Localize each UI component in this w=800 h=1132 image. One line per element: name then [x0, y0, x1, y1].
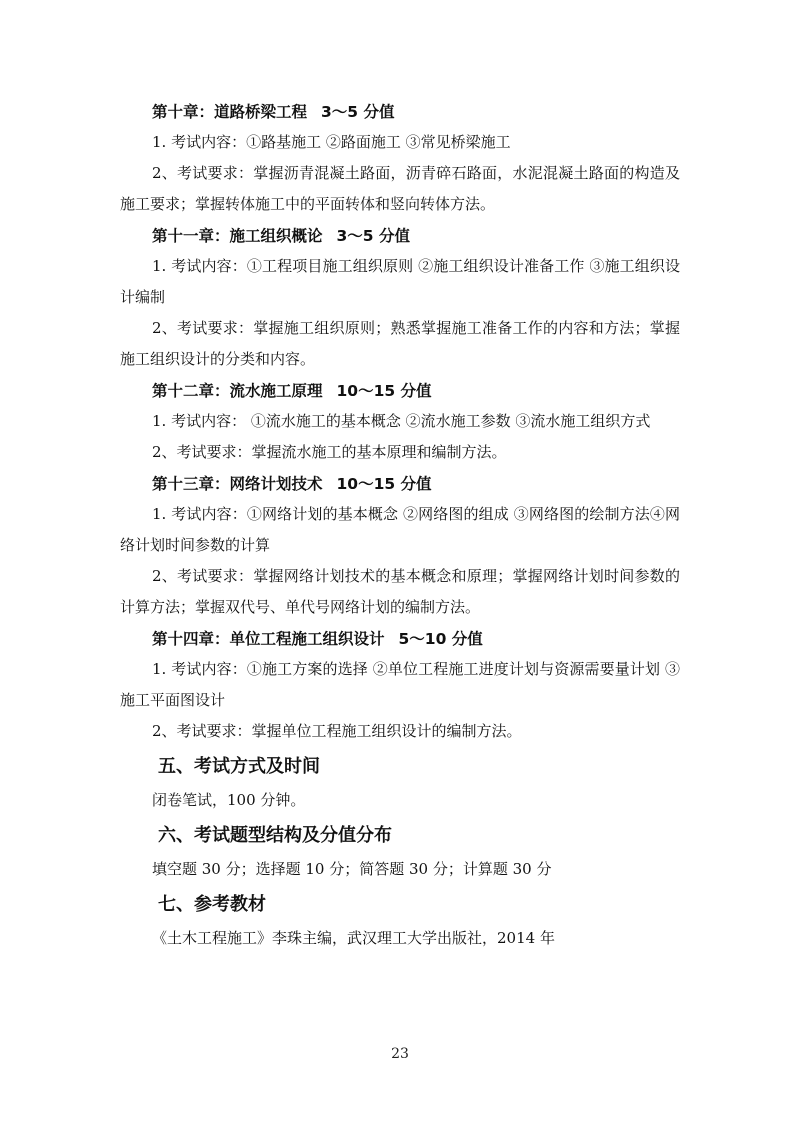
chapter-title: 第十二章：流水施工原理	[152, 382, 323, 400]
chapter-13-heading	[152, 472, 680, 496]
page-content	[120, 96, 680, 954]
chapter-13-requirement: 2、考试要求：掌握网络计划技术的基本概念和原理；掌握网络计划时间参数的计算方法；掌握双代号、单代号网络计划的编制方法。	[120, 567, 680, 616]
chapter-12-heading	[152, 379, 680, 403]
section-textbook-text: 《土木工程施工》李珠主编，武汉理工大学出版社，2014 年	[152, 929, 555, 947]
chapter-12-requirement: 2、考试要求：掌握流水施工的基本原理和编制方法。	[152, 443, 507, 461]
chapter-score: 5～10 分值	[398, 630, 483, 648]
section-textbook-title: 七、参考教材	[158, 894, 266, 915]
chapter-score: 3～5 分值	[321, 103, 395, 121]
chapter-title: 第十一章：施工组织概论	[152, 227, 323, 245]
chapter-14-requirement: 2、考试要求：掌握单位工程施工组织设计的编制方法。	[152, 722, 522, 740]
section-question-types-title: 六、考试题型结构及分值分布	[158, 825, 392, 846]
chapter-12-content: 1. 考试内容： ①流水施工的基本概念 ②流水施工参数 ③流水施工组织方式	[152, 412, 651, 430]
chapter-11-content: 1. 考试内容：①工程项目施工组织原则 ②施工组织设计准备工作 ③施工组织设计编制	[120, 257, 680, 306]
section-question-types-text: 填空题 30 分；选择题 10 分；简答题 30 分；计算题 30 分	[152, 860, 552, 878]
page-number: 23	[391, 1046, 409, 1062]
chapter-score: 10～15 分值	[336, 475, 432, 493]
chapter-14-content: 1. 考试内容：①施工方案的选择 ②单位工程施工进度计划与资源需要量计划 ③施工平面图设计	[120, 660, 680, 709]
chapter-11-requirement: 2、考试要求：掌握施工组织原则；熟悉掌握施工准备工作的内容和方法；掌握施工组织设计的分类和内容。	[120, 319, 680, 368]
chapter-10-heading	[152, 100, 680, 124]
chapter-10-requirement: 2、考试要求：掌握沥青混凝土路面，沥青碎石路面，水泥混凝土路面的构造及施工要求；掌握转体施工中的平面转体和竖向转体方法。	[120, 164, 680, 213]
chapter-13-content: 1. 考试内容：①网络计划的基本概念 ②网络图的组成 ③网络图的绘制方法④网络计划时间参数的计算	[120, 505, 680, 554]
chapter-10-content: 1. 考试内容：①路基施工 ②路面施工 ③常见桥梁施工	[152, 133, 511, 151]
chapter-11-heading	[152, 224, 680, 248]
chapter-score: 10～15 分值	[336, 382, 432, 400]
section-exam-format-text: 闭卷笔试，100 分钟。	[152, 791, 306, 809]
chapter-title: 第十章：道路桥梁工程	[152, 103, 308, 121]
chapter-title: 第十四章：单位工程施工组织设计	[152, 630, 385, 648]
chapter-14-heading	[152, 627, 680, 651]
chapter-title: 第十三章：网络计划技术	[152, 475, 323, 493]
section-exam-format-title: 五、考试方式及时间	[158, 756, 320, 777]
chapter-score: 3～5 分值	[336, 227, 410, 245]
